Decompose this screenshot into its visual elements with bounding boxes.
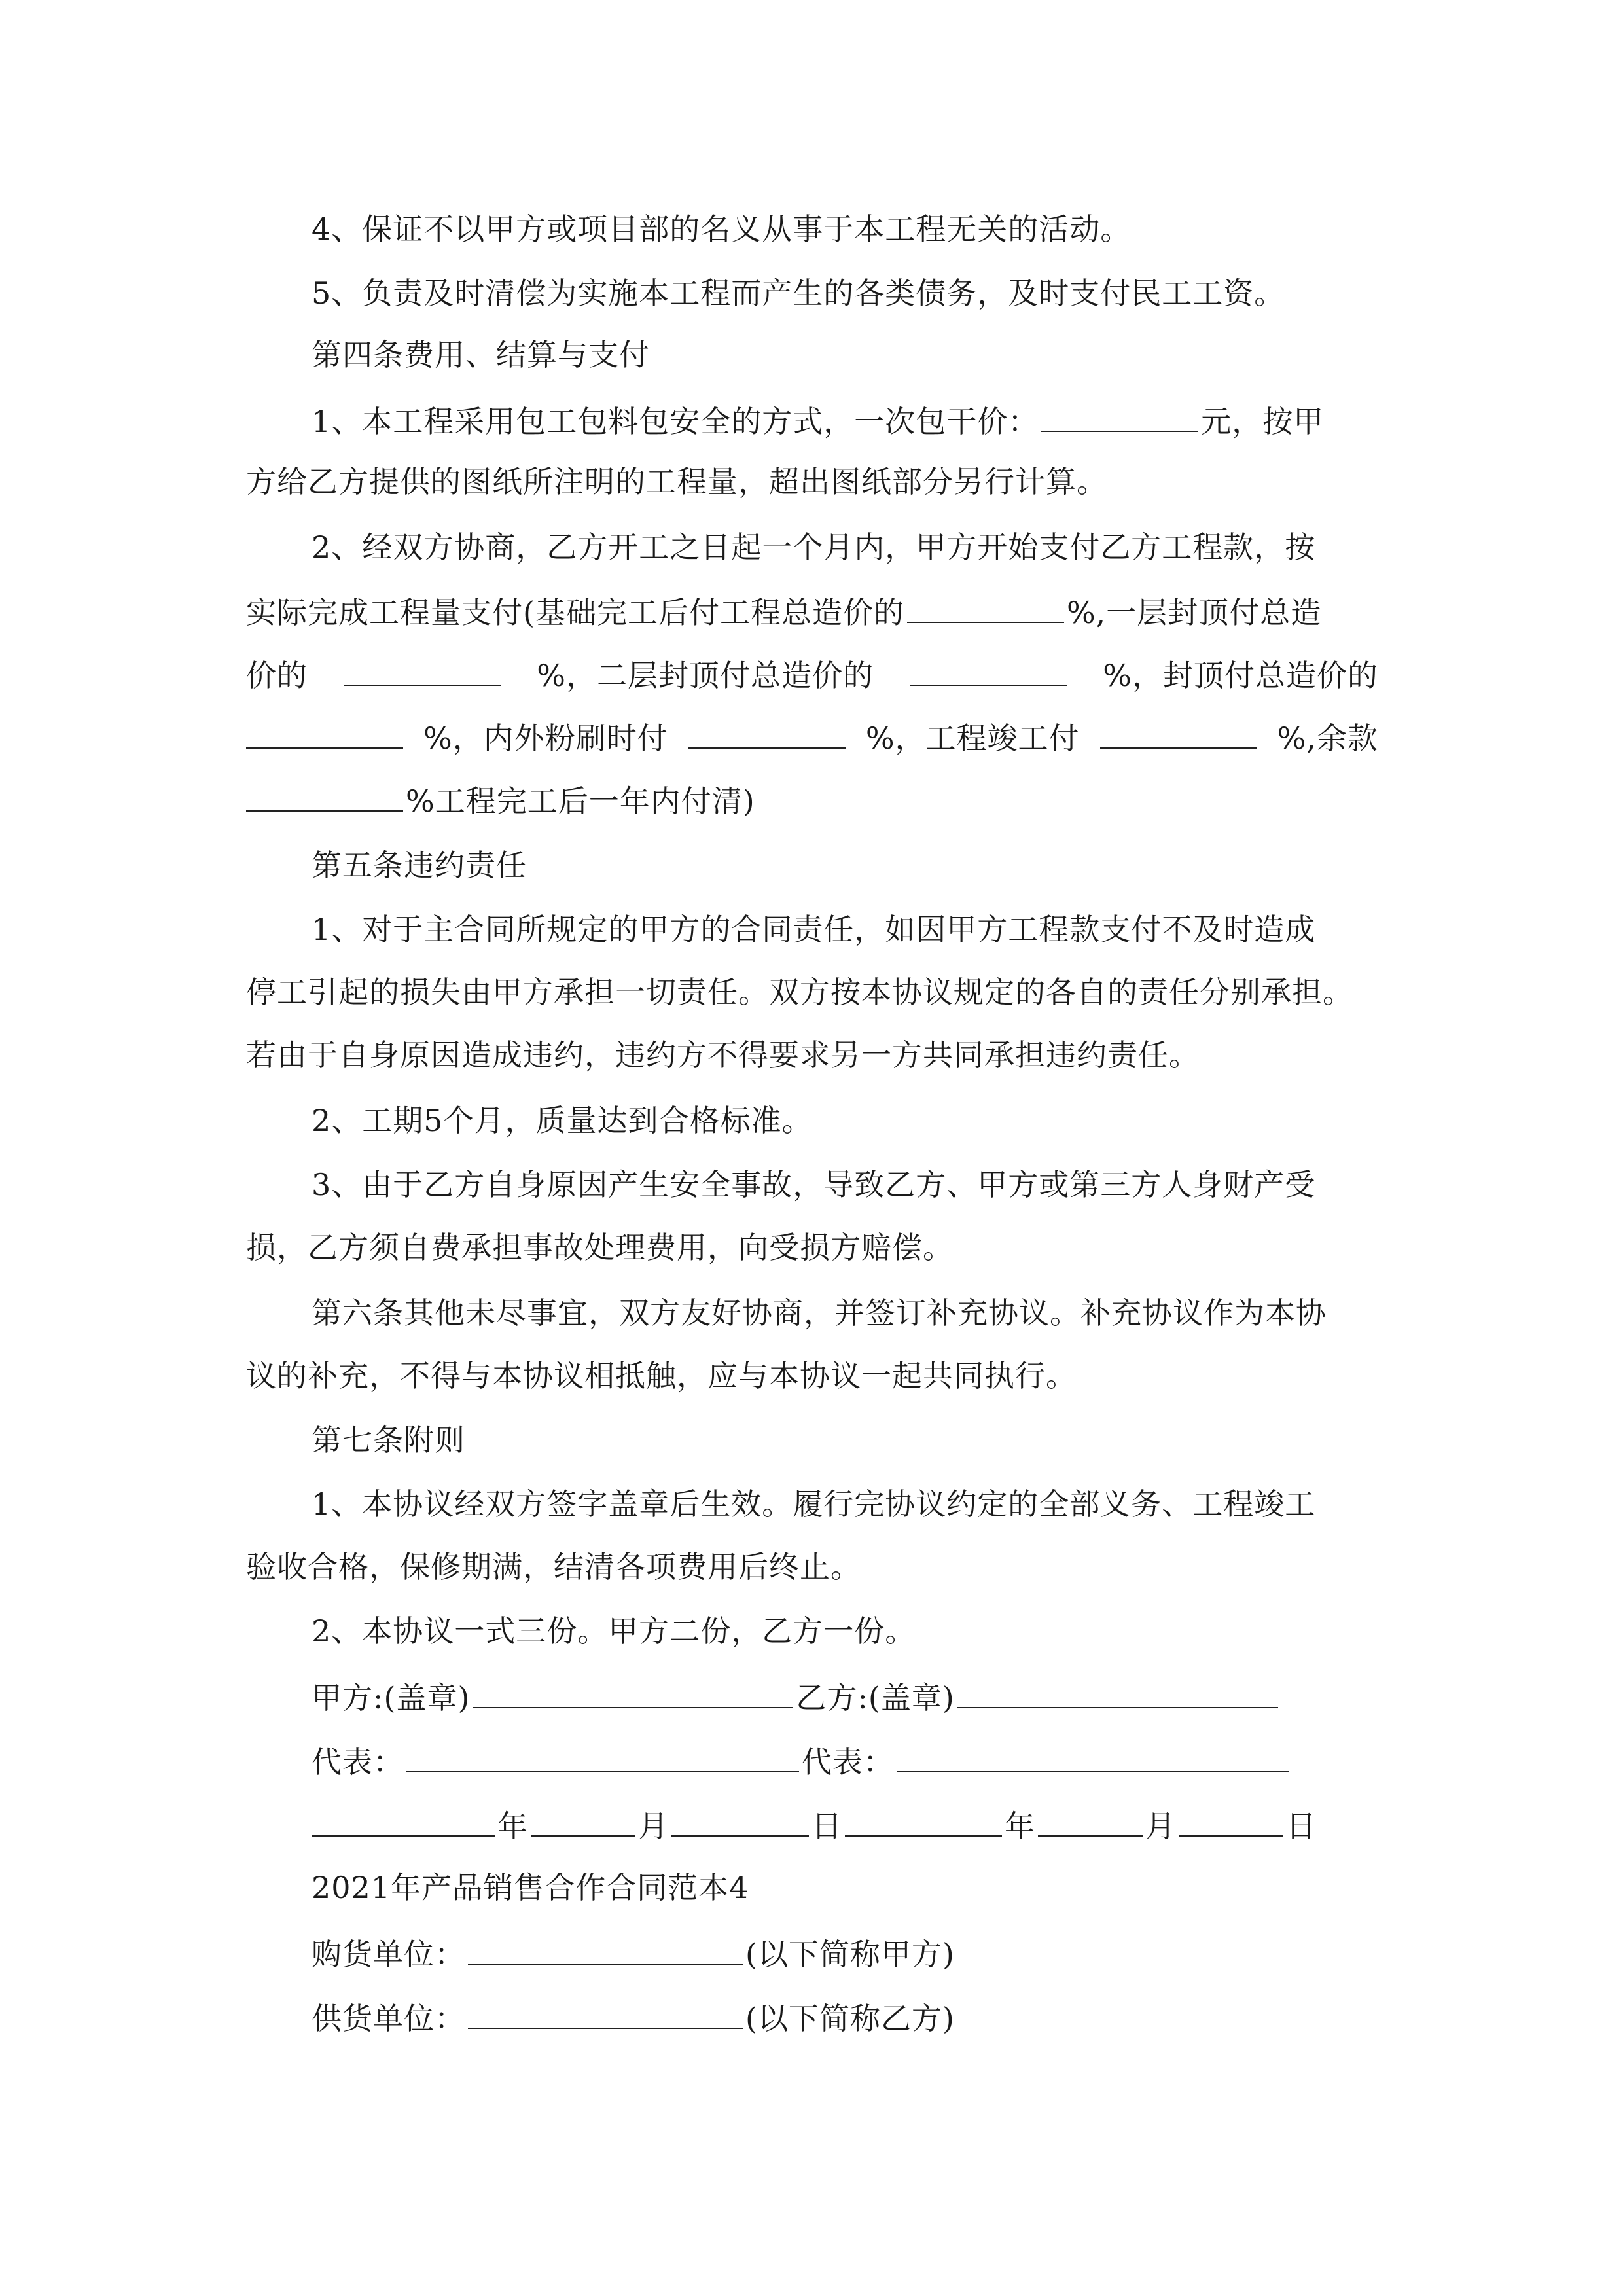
text: 元，按甲	[1201, 404, 1325, 439]
text: 价的	[246, 658, 308, 693]
supplier-label: 供货单位：	[312, 2001, 465, 2036]
year-label: 年	[497, 1808, 528, 1844]
paragraph: 4、保证不以甲方或项目部的名义从事于本工程无关的活动。	[312, 211, 1132, 247]
fill-blank	[468, 1996, 743, 2029]
paragraph-line: 若由于自身原因造成违约，违约方不得要求另一方共同承担违约责任。	[246, 1037, 1200, 1073]
day-label: 日	[1286, 1808, 1317, 1844]
text: %，内外粉刷时付	[423, 721, 668, 756]
fill-blank	[468, 1932, 743, 1965]
paragraph-line	[246, 653, 1378, 695]
paragraph-line: 1、本协议经双方签字盖章后生效。履行完协议约定的全部义务、工程竣工	[312, 1486, 1316, 1522]
article-heading: 第七条附则	[312, 1422, 465, 1458]
fill-blank	[1100, 716, 1257, 749]
section-title: 2021年产品销售合作合同范本4	[312, 1870, 749, 1905]
fill-blank	[1038, 1804, 1143, 1837]
date-line	[312, 1804, 1317, 1846]
fill-blank	[845, 1804, 1002, 1837]
fill-blank	[688, 716, 846, 749]
buyer-note: (以下简称甲方)	[745, 1937, 955, 1972]
paragraph-line	[246, 779, 755, 821]
fill-blank	[246, 716, 403, 749]
representative-line	[312, 1740, 1292, 1782]
fill-blank	[531, 1804, 635, 1837]
fill-blank	[312, 1804, 495, 1837]
text: %,余款	[1277, 721, 1378, 756]
article-heading: 第四条费用、结算与支付	[312, 337, 650, 372]
paragraph-line: 2、经双方协商，乙方开工之日起一个月内，甲方开始支付乙方工程款，按	[312, 529, 1316, 565]
fill-blank	[957, 1676, 1278, 1708]
text: %，工程竣工付	[865, 721, 1080, 756]
signature-line	[312, 1676, 1281, 1717]
paragraph-line: 议的补充，不得与本协议相抵触，应与本协议一起共同执行。	[246, 1358, 1077, 1393]
text: %，封顶付总造价的	[1103, 658, 1378, 693]
paragraph: 2、本协议一式三份。甲方二份，乙方一份。	[312, 1613, 916, 1649]
supplier-line	[312, 1996, 955, 2038]
article-heading: 第五条违约责任	[312, 848, 527, 883]
supplier-note: (以下简称乙方)	[745, 2001, 955, 2036]
party-a-rep-label: 代表：	[312, 1744, 404, 1780]
paragraph-line: 停工引起的损失由甲方承担一切责任。双方按本协议规定的各自的责任分别承担。	[246, 975, 1353, 1010]
paragraph: 2、工期5个月，质量达到合格标准。	[312, 1103, 813, 1138]
paragraph-line	[246, 716, 1378, 758]
party-b-rep-label: 代表：	[802, 1744, 894, 1780]
fill-blank	[473, 1676, 793, 1708]
fill-blank	[246, 779, 403, 812]
paragraph-line: 损，乙方须自费承担事故处理费用，向受损方赔偿。	[246, 1230, 954, 1265]
fill-blank	[671, 1804, 809, 1837]
paragraph-line	[312, 399, 1324, 441]
paragraph-line: 3、由于乙方自身原因产生安全事故，导致乙方、甲方或第三方人身财产受	[312, 1167, 1316, 1202]
month-label: 月	[638, 1808, 669, 1844]
text: 1、本工程采用包工包料包安全的方式，一次包干价：	[312, 404, 1039, 439]
party-b-seal-label: 乙方:(盖章)	[796, 1680, 955, 1715]
fill-blank	[1179, 1804, 1283, 1837]
fill-blank	[344, 653, 501, 686]
party-a-seal-label: 甲方:(盖章)	[312, 1680, 471, 1715]
day-label: 日	[812, 1808, 842, 1844]
paragraph: 5、负责及时清偿为实施本工程而产生的各类债务，及时支付民工工资。	[312, 276, 1285, 311]
fill-blank	[907, 590, 1064, 623]
paragraph-line	[246, 590, 1321, 632]
buyer-label: 购货单位：	[312, 1937, 465, 1972]
fill-blank	[910, 653, 1067, 686]
fill-blank	[1041, 399, 1198, 432]
buyer-line	[312, 1932, 955, 1974]
fill-blank	[406, 1740, 799, 1772]
paragraph-line: 方给乙方提供的图纸所注明的工程量，超出图纸部分另行计算。	[246, 464, 1107, 499]
text: 实际完成工程量支付(基础完工后付工程总造价的	[246, 595, 904, 630]
year-label: 年	[1005, 1808, 1035, 1844]
text: %，二层封顶付总造价的	[537, 658, 874, 693]
fill-blank	[897, 1740, 1289, 1772]
paragraph-line: 1、对于主合同所规定的甲方的合同责任，如因甲方工程款支付不及时造成	[312, 912, 1316, 947]
text: %,一层封顶付总造	[1066, 595, 1322, 630]
paragraph-line: 验收合格，保修期满，结清各项费用后终止。	[246, 1549, 861, 1585]
month-label: 月	[1145, 1808, 1176, 1844]
text: %工程完工后一年内付清)	[406, 783, 755, 819]
paragraph-line: 第六条其他未尽事宜，双方友好协商，并签订补充协议。补充协议作为本协	[312, 1295, 1327, 1331]
